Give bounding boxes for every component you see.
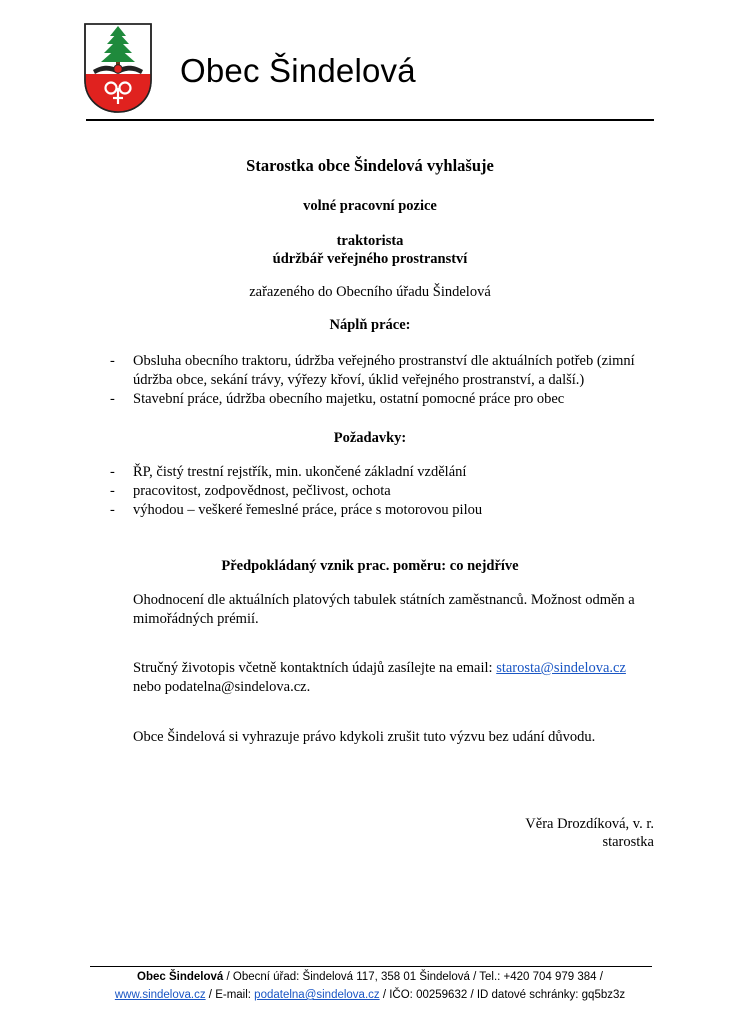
cv-paragraph: Stručný životopis včetně kontaktních údajů zasílejte na email: starosta@sindelova.cz nebo podatelna@sindelova.cz.: [133, 660, 626, 695]
municipal-crest-emblem: [83, 22, 153, 114]
salary-paragraph: Ohodnocení dle aktuálních platových tabulek státních zaměstnanců. Možnost odměn a mimořádných prémií.: [133, 592, 635, 627]
footer-line-2: www.sindelova.cz / E-mail: podatelna@sindelova.cz / IČO: 00259632 / ID datové schránky: gq5bz3z: [114, 989, 626, 1001]
org-title: Obec Šindelová: [180, 52, 416, 89]
footer-line-1: Obec Šindelová / Obecní úřad: Šindelová 117, 358 01 Šindelová / Tel.: +420 704 979 384 /: [137, 971, 603, 983]
disclaimer-paragraph: Obce Šindelová si vyhrazuje právo kdykoli zrušit tuto výzvu bez udání důvodu.: [133, 729, 596, 745]
list-item: - pracovitost, zodpovědnost, pečlivost, ochota: [110, 483, 391, 499]
duties-list: [110, 352, 662, 409]
website-link[interactable]: www.sindelova.cz: [114, 989, 206, 1001]
footer-org: Obec Šindelová: [137, 971, 224, 983]
list-item: - výhodou – veškeré řemeslné práce, práce s motorovou pilou: [110, 502, 483, 518]
signatory-name: Věra Drozdíková, v. r.: [525, 816, 654, 832]
position-title: údržbář veřejného prostranství: [272, 251, 468, 267]
duties-heading: Náplň práce:: [329, 317, 411, 333]
requirements-heading: Požadavky:: [333, 430, 407, 446]
signature-block: [525, 815, 654, 851]
signatory-role: starostka: [602, 834, 654, 850]
email-link[interactable]: starosta@sindelova.cz: [496, 660, 626, 676]
subheading: volné pracovní pozice: [303, 198, 437, 214]
list-item: - ŘP, čistý trestní rejstřík, min. ukončené základní vzdělání: [110, 464, 467, 480]
requirements-list: [110, 463, 662, 520]
assignment-text: zařazeného do Obecního úřadu Šindelová: [249, 284, 491, 300]
list-item: - Obsluha obecního traktoru, údržba veřejného prostranství dle aktuálních potřeb (zimní údržba obce, sekání trávy, výřezy křoví, úklid veřejného prostranství, a další.): [110, 353, 635, 388]
position-title: traktorista: [336, 233, 404, 249]
header-divider: [86, 119, 654, 121]
start-date-line: Předpokládaný vznik prac. poměru: co nejdříve: [221, 558, 519, 574]
list-item: - Stavební práce, údržba obecního majetku, ostatní pomocné práce pro obec: [110, 391, 565, 407]
announcement-heading: Starostka obce Šindelová vyhlašuje: [246, 156, 494, 175]
positions-block: [86, 232, 654, 268]
footer-divider: [90, 966, 652, 967]
footer-email-link[interactable]: podatelna@sindelova.cz: [254, 989, 380, 1001]
